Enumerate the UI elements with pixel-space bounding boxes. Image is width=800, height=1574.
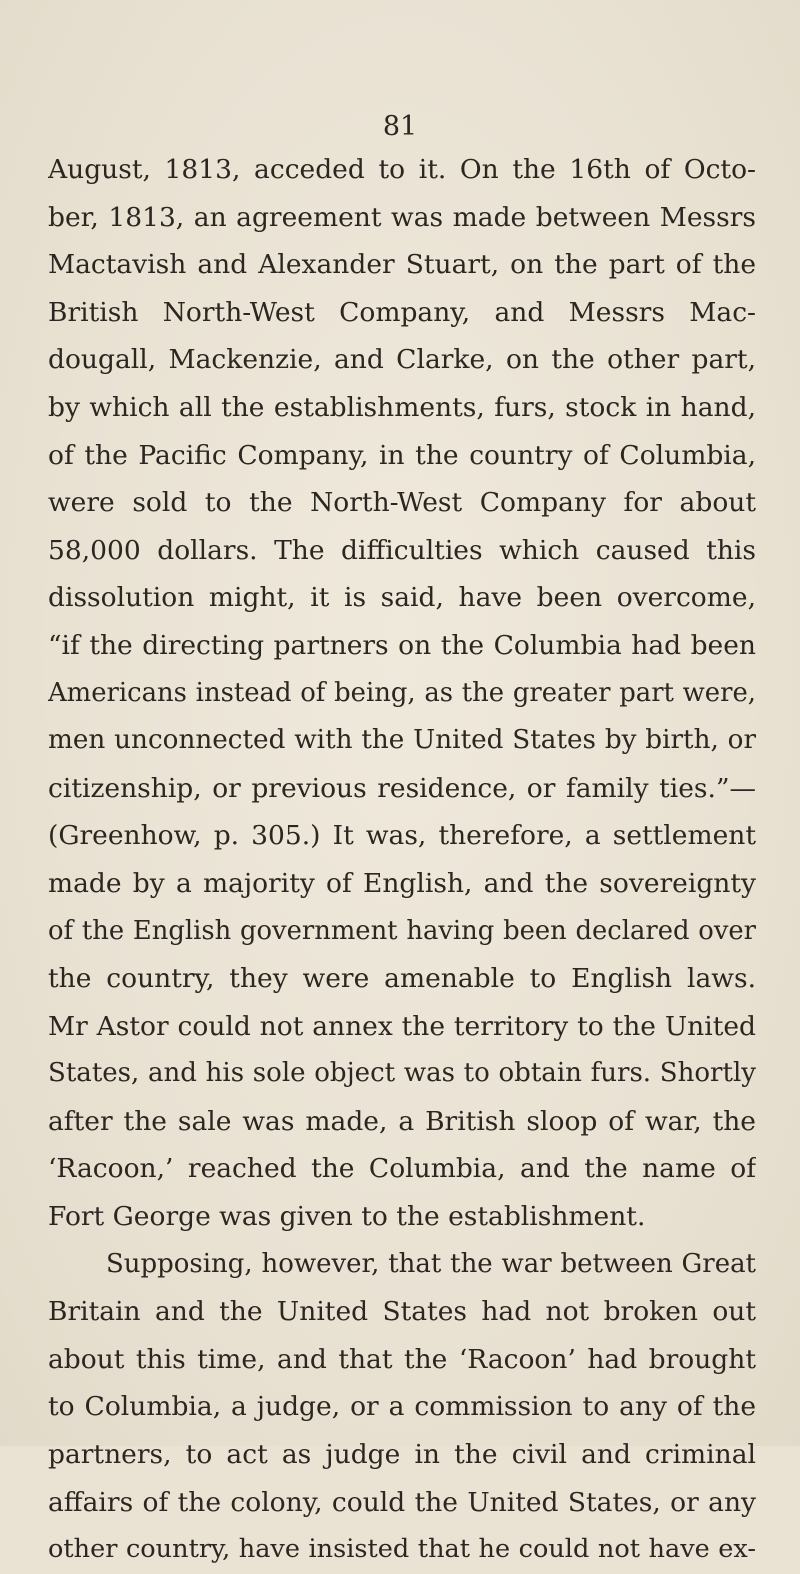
text-line: British North-West Company, and Messrs Mac- bbox=[48, 296, 756, 328]
text-line: 58,000 dollars. The difficulties which caused this bbox=[48, 534, 756, 566]
text-line: about this time, and that the ‘Racoon’ had brought bbox=[48, 1343, 756, 1375]
text-line: partners, to act as judge in the civil and criminal bbox=[48, 1439, 756, 1471]
text-line: Mr Astor could not annex the territory to the United bbox=[48, 1010, 756, 1042]
text-line: citizenship, or previous residence, or family ties.”— bbox=[48, 772, 756, 804]
text-line: of the Pacific Company, in the country of Columbia, bbox=[48, 439, 756, 471]
text-line: to Columbia, a judge, or a commission to any of the bbox=[48, 1391, 756, 1423]
text-line: Americans instead of being, as the greater part were, bbox=[48, 677, 756, 708]
text-line: by which all the establishments, furs, stock in hand, bbox=[48, 391, 756, 423]
paragraph-start-line: Supposing, however, that the war between Great bbox=[106, 1248, 756, 1279]
text-line: made by a majority of English, and the sovereignty bbox=[48, 867, 756, 899]
text-line: the country, they were amenable to English laws. bbox=[48, 963, 756, 995]
text-line: dissolution might, it is said, have been overcome, bbox=[48, 582, 756, 614]
text-line: men unconnected with the United States by birth, or bbox=[48, 725, 756, 756]
text-line: of the English government having been declared over bbox=[48, 915, 756, 946]
text-line: were sold to the North-West Company for about bbox=[48, 487, 756, 519]
text-line: after the sale was made, a British sloop of war, the bbox=[48, 1105, 756, 1137]
text-line: Mactavish and Alexander Stuart, on the part of the bbox=[48, 249, 756, 281]
text-line: dougall, Mackenzie, and Clarke, on the other part, bbox=[48, 344, 756, 376]
paragraph-end-line: Fort George was given to the establishment. bbox=[48, 1201, 646, 1233]
text-line: affairs of the colony, could the United States, or any bbox=[48, 1486, 756, 1518]
text-line: August, 1813, acceded to it. On the 16th of Octo- bbox=[48, 154, 756, 185]
text-line: Britain and the United States had not broken out bbox=[48, 1296, 756, 1328]
text-line: “if the directing partners on the Columbia had been bbox=[48, 629, 756, 661]
text-line: (Greenhow, p. 305.) It was, therefore, a settlement bbox=[48, 820, 756, 852]
body-text bbox=[48, 146, 756, 1574]
text-line: ber, 1813, an agreement was made between Messrs bbox=[48, 201, 756, 233]
text-line: other country, have insisted that he could not have ex- bbox=[48, 1534, 756, 1565]
text-line: ‘Racoon,’ reached the Columbia, and the name of bbox=[48, 1153, 756, 1185]
page-number: 81 bbox=[382, 111, 418, 142]
text-line: States, and his sole object was to obtain furs. Shortly bbox=[48, 1058, 756, 1089]
